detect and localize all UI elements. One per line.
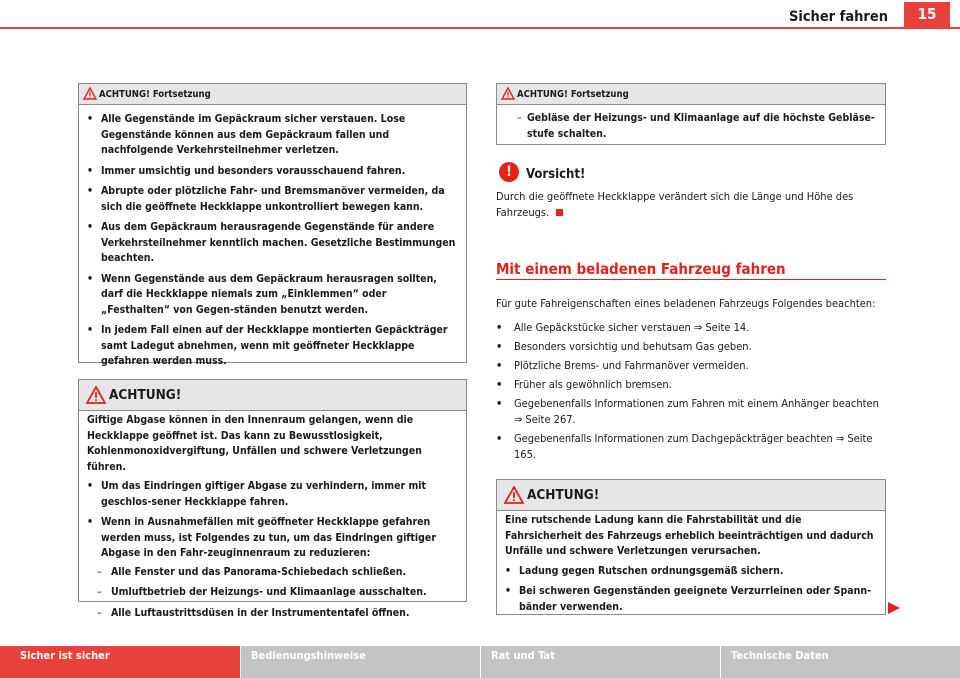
warning-bullet: • Aus dem Gepäckraum herausragende Gegenstände für andere Verkehrsteilnehmer kenntlich machen. Gesetzliche Bestimmungen beachten. [87,221,456,264]
warning-bullet: • Wenn in Ausnahmefällen mit geöffneter Heckklappe gefahren werden muss, ist Folgendes zu tun, um das Eindringen giftiger Abgase in den Fahr-zeuginnenraum zu reduzieren: [87,516,437,559]
warning-box-heading-text: ACHTUNG! Fortsetzung [99,88,211,100]
list-item: • Besonders vorsichtig und behutsam Gas geben. [496,340,752,353]
tab-sicher-ist-sicher[interactable]: Sicher ist sicher [0,646,240,678]
warning-bullet: • In jedem Fall einen auf der Heckklappe montierten Gepäckträger samt Ladegut abnehmen, wenn mit geöffneter Heckklappe gefahren werden muss. [87,324,448,367]
warning-bullet: • Ladung gegen Rutschen ordnungsgemäß sichern. [505,564,784,577]
section-rule [496,279,886,280]
warning-box-exhaust [78,379,467,619]
warning-bullet: • Wenn Gegenstände aus dem Gepäckraum herausragen sollten, darf die Heckklappe niemals zum „Einklemmen“ oder „Festhalten“ von Gegen-ständen benutzt werden. [87,272,437,316]
warning-bullet: • Um das Eindringen giftiger Abgase zu verhindern, immer mit geschlos-sener Heckklappe fahren. [87,480,427,508]
warning-continued-box-left [78,83,467,367]
warning-box-heading [497,84,885,105]
warning-dash-item: – Gebläse der Heizungs- und Klimaanlage auf die höchste Gebläse-stufe schalten. [517,112,875,140]
chapter-title: Sicher fahren [788,9,888,25]
tab-technische-daten[interactable]: Technische Daten [720,646,960,678]
warning-triangle-icon [86,386,106,404]
warning-dash-item: – Alle Luftaustrittsdüsen in der Instrumententafel öffnen. [97,606,410,619]
section-bullet-list [496,320,886,466]
list-item: • Gegebenenfalls Informationen zum Dachgepäckträger beachten ⇒ Seite 165. [496,432,873,461]
list-item: • Alle Gepäckstücke sicher verstauen ⇒ Seite 14. [496,321,750,334]
section-intro: Für gute Fahreigenschaften eines beladenen Fahrzeugs Folgendes beachten: [496,297,876,310]
warning-bullet: • Bei schweren Gegenständen geeignete Verzurrleinen oder Spann-bänder verwenden. [505,585,872,613]
exclamation-circle-icon: ! [499,162,519,182]
footer-nav [0,646,960,678]
warning-bullet: • Immer umsichtig und besonders vorausschauend fahren. [87,164,406,177]
warning-box-heading-text: ACHTUNG! Fortsetzung [517,88,629,100]
list-item: • Gegebenenfalls Informationen zum Fahren mit einem Anhänger beachten ⇒ Seite 267. [496,397,879,426]
warning-intro: Giftige Abgase können in den Innenraum gelangen, wenn die Heckklappe geöffnet ist. Das kann zu Bewusstlosigkeit, Kohlenmonoxidvergiftung, Unfällen und schwere Verletzungen führen. [87,414,422,473]
warning-bullet: • Abrupte oder plötzliche Fahr- und Bremsmanöver vermeiden, da sich die geöffnete Heckklappe unkontrolliert bewegen kann. [87,185,445,213]
warning-box-load [496,479,886,615]
next-page-arrow-icon[interactable] [887,601,901,615]
warning-bullet: • Alle Gegenstände im Gepäckraum sicher verstauen. Lose Gegenstände können aus dem Gepäckraum fallen und nachfolgende Verkehrsteilnehmer verletzen. [87,113,406,156]
warning-box-heading [79,84,466,105]
tab-rat-und-tat[interactable]: Rat und Tat [480,646,720,678]
warning-box-heading-text: ACHTUNG! [527,487,600,503]
list-item: • Früher als gewöhnlich bremsen. [496,378,672,391]
warning-triangle-icon [501,87,515,100]
warning-intro: Eine rutschende Ladung kann die Fahrstabilität und die Fahrsicherheit des Fahrzeugs erheblich beeinträchtigen und dadurch Unfälle und schwere Verletzungen verursachen. [505,514,874,557]
warning-dash-item: – Alle Fenster und das Panorama-Schiebedach schließen. [97,565,407,578]
caution-text: Durch die geöffnete Heckklappe verändert sich die Länge und Höhe des Fahrzeugs. [496,190,854,219]
end-square-icon [556,209,563,216]
warning-dash-item: – Umluftbetrieb der Heizungs- und Klimaanlage ausschalten. [97,586,427,598]
warning-triangle-icon [83,87,97,100]
warning-triangle-icon [504,486,524,504]
warning-box-heading [497,480,885,511]
section-heading: Mit einem beladenen Fahrzeug fahren [496,260,786,278]
tab-bedienungshinweise[interactable]: Bedienungshinweise [240,646,480,678]
page-number: 15 [904,2,950,27]
warning-box-heading-text: ACHTUNG! [109,387,182,403]
caution-title: Vorsicht! [526,167,586,182]
header-rule [0,27,960,29]
list-item: • Plötzliche Brems- und Fahrmanöver vermeiden. [496,359,749,372]
warning-box-heading [79,380,466,411]
warning-continued-box-right [496,83,886,145]
